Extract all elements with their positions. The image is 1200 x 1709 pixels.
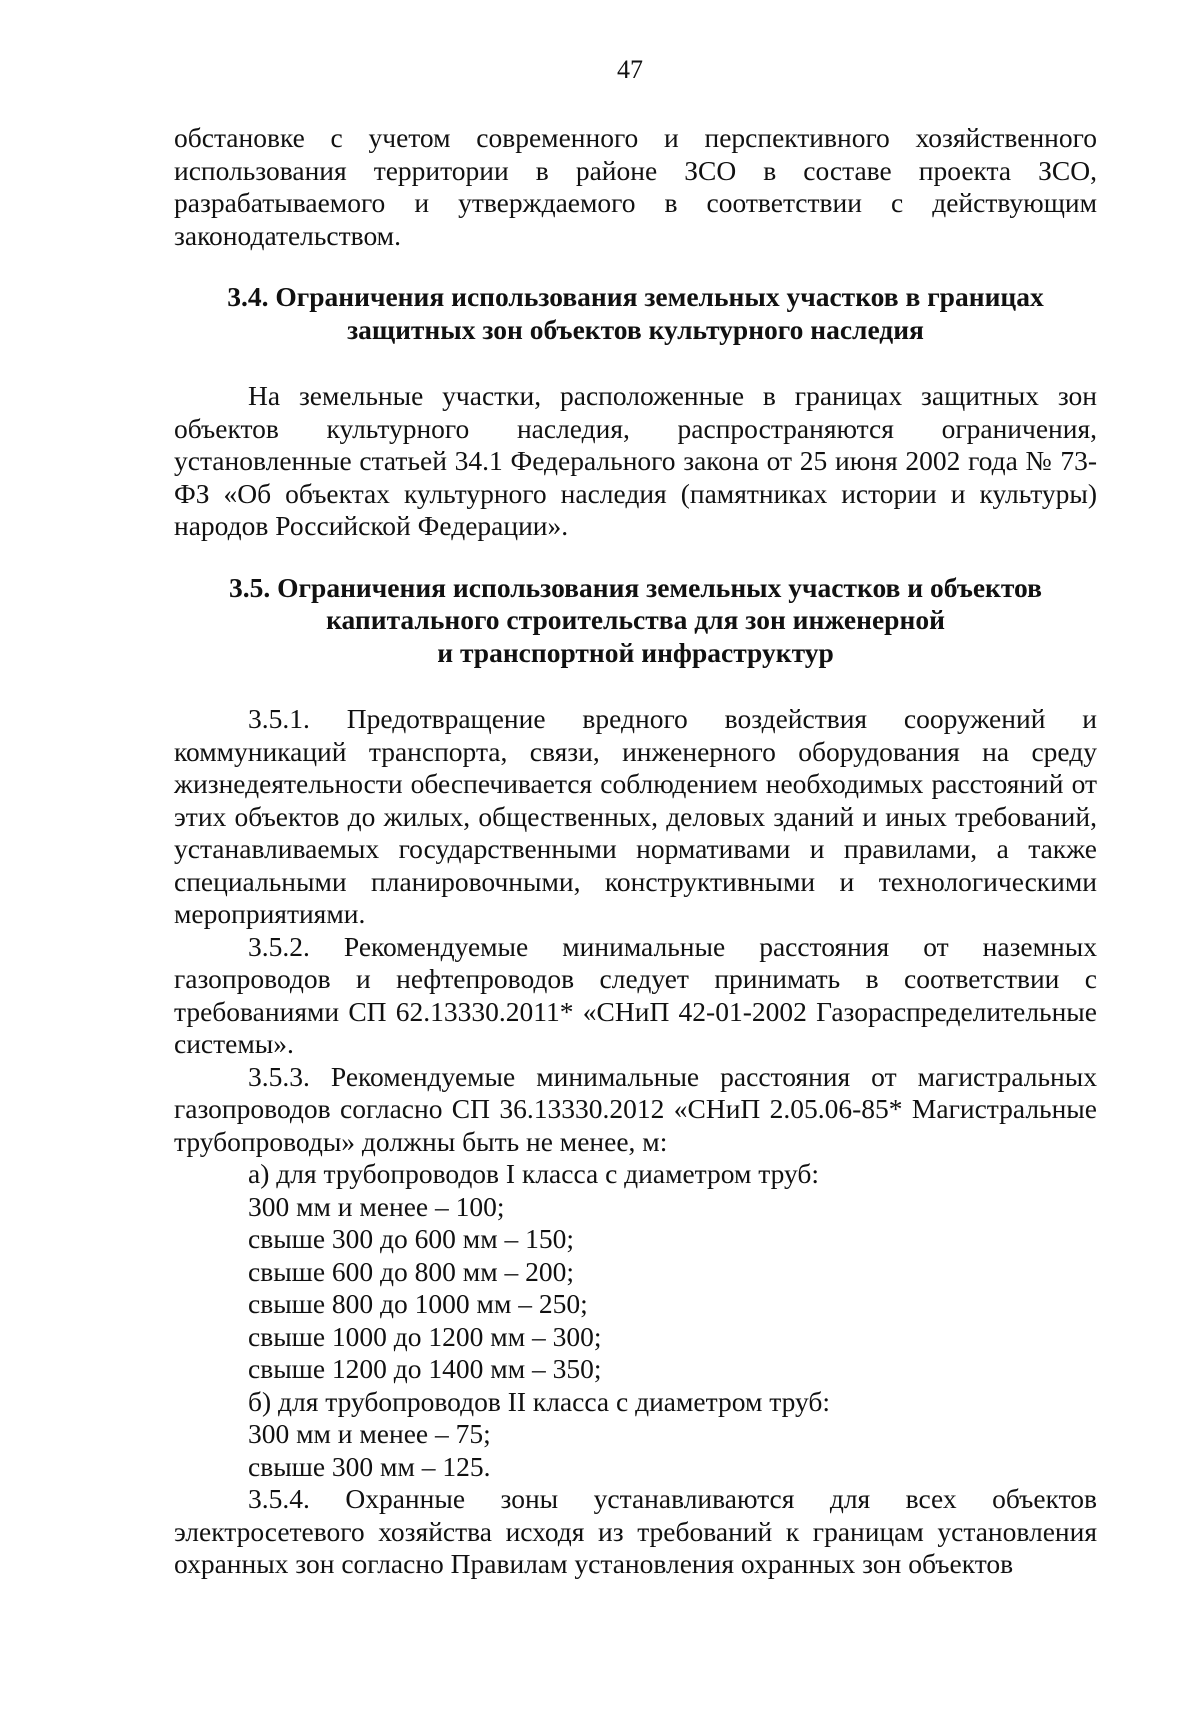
intro-paragraph: обстановке с учетом современного и перспективного хозяйственного использования территории в районе ЗСО в составе проекта ЗСО, разрабатываемого и утверждаемого в соответствии с действующим законодательством. — [174, 122, 1097, 251]
section-3-4-heading — [174, 281, 1097, 346]
list-b-item: 300 мм и менее – 75; — [248, 1418, 491, 1449]
paragraph-3-5-2: 3.5.2. Рекомендуемые минимальные расстояния от наземных газопроводов и нефтепроводов следует принимать в соответствии с требованиями СП 62.13330.2011* «СНиП 42-01-2002 Газораспределительные системы». — [174, 930, 1097, 1059]
heading-line: 3.5. Ограничения использования земельных участков и объектов — [229, 571, 1042, 603]
paragraph-3-5-3: 3.5.3. Рекомендуемые минимальные расстояния от магистральных газопроводов согласно СП 36.13330.2012 «СНиП 2.05.06-85* Магистральные трубопроводы» должны быть не менее, м: — [174, 1060, 1097, 1157]
list-a-item: свыше 600 до 800 мм – 200; — [248, 1255, 574, 1287]
list-a-item: свыше 1000 до 1200 мм – 300; — [248, 1320, 602, 1352]
list-b-item: свыше 300 мм – 125. — [248, 1450, 491, 1482]
list-a-title: а) для трубопроводов I класса с диаметром труб: — [248, 1158, 820, 1189]
paragraph-3-5-1: 3.5.1. Предотвращение вредного воздействия сооружений и коммуникаций транспорта, связи, инженерного оборудования на среду жизнедеятельности обеспечивается соблюдением необходимых расстояний от этих объектов до жилых, общественных, деловых зданий и иных требований, устанавливаемых государственными нормативами и правилами, а также специальными планировочными, конструктивными и технологическими мероприятиями. — [174, 703, 1097, 929]
heading-line: капитального строительства для зон инженерной — [326, 604, 945, 635]
list-a-item: свыше 300 до 600 мм – 150; — [248, 1223, 574, 1254]
document-body — [174, 122, 1097, 1581]
heading-line: и транспортной инфраструктур — [437, 636, 834, 668]
page-number: 47 — [617, 55, 643, 84]
section-3-5-heading — [174, 572, 1097, 670]
paragraph-3-5-4: 3.5.4. Охранные зоны устанавливаются для всех объектов электросетевого хозяйства исходя из требований к границам установления охранных зон согласно Правилам установления охранных зон объектов — [174, 1483, 1097, 1579]
list-b-title: б) для трубопроводов II класса с диаметром труб: — [248, 1385, 830, 1417]
heading-line: 3.4. Ограничения использования земельных участков в границах — [227, 281, 1044, 312]
list-a-item: свыше 800 до 1000 мм – 250; — [248, 1288, 588, 1319]
list-a-item: 300 мм и менее – 100; — [248, 1190, 505, 1222]
section-3-4-paragraph: На земельные участки, расположенные в границах защитных зон объектов культурного наследия, распространяются ограничения, установленные статьей 34.1 Федерального закона от 25 июня 2002 года № 73-ФЗ «Об объектах культурного наследия (памятниках истории и культуры) народов Российской Федерации». — [174, 380, 1097, 541]
heading-line: защитных зон объектов культурного наследия — [347, 313, 924, 345]
list-a-item: свыше 1200 до 1400 мм – 350; — [248, 1353, 602, 1384]
